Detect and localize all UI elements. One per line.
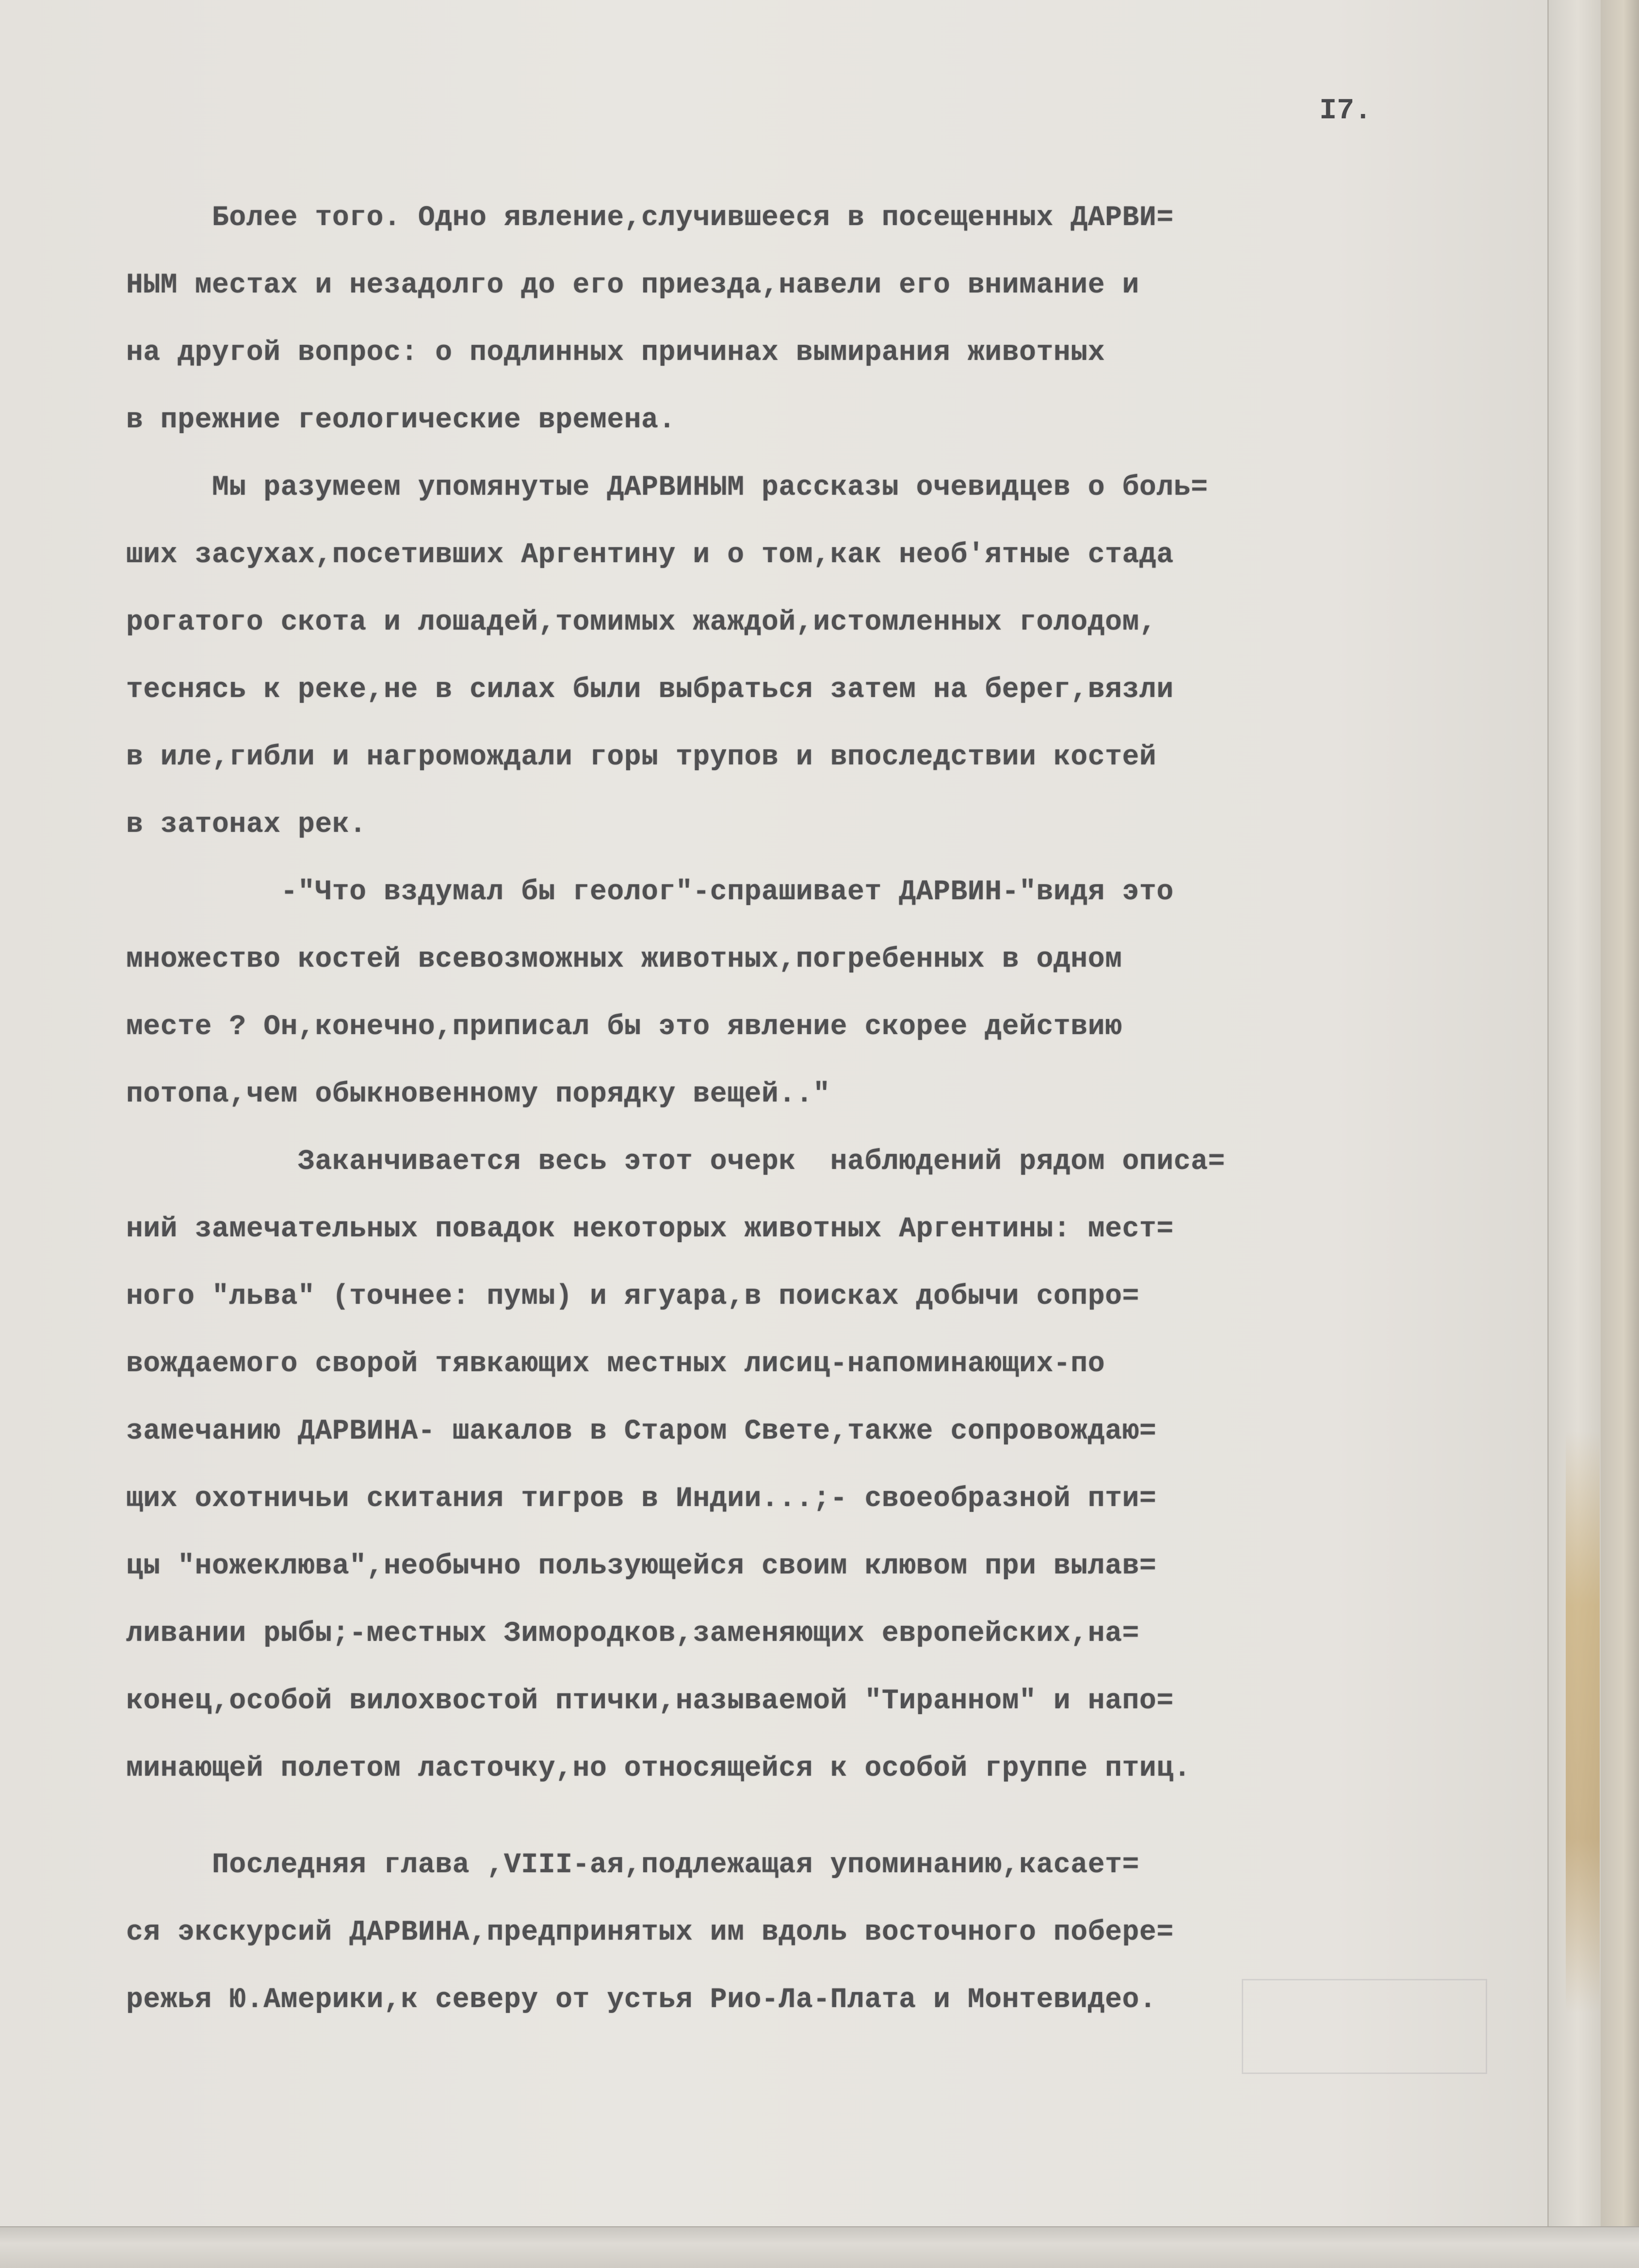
text-line: потопа,чем обыкновенному порядку вещей.."	[126, 1079, 830, 1110]
text-line: теснясь к реке,не в силах были выбраться затем на берег,вязли	[126, 674, 1174, 706]
typewritten-body	[126, 184, 1523, 2034]
folder-edge	[1601, 0, 1639, 2267]
paragraph	[126, 454, 1523, 859]
text-line: в иле,гибли и нагромождали горы трупов и впоследствии костей	[126, 742, 1157, 773]
paragraph	[126, 1128, 1523, 1802]
text-line: вождаемого сворой тявкающих местных лисиц-напоминающих-по	[126, 1348, 1105, 1380]
text-line: -"Что вздумал бы геолог"-спрашивает ДАРВИН-"видя это	[126, 876, 1174, 908]
text-line: в прежние геологические времена.	[126, 405, 676, 436]
text-line: режья Ю.Америки,к северу от устья Рио-Ла-Плата и Монтевидео.	[126, 1984, 1157, 2016]
text-line: ливании рыбы;-местных Зимородков,заменяющих европейских,на=	[126, 1618, 1139, 1650]
text-line: множество костей всевозможных животных,погребенных в одном	[126, 944, 1122, 975]
text-line: Последняя глава ,VIII-ая,подлежащая упоминанию,касает=	[126, 1849, 1139, 1881]
text-line: цы "ножеклюва",необычно пользующейся своим клювом при вылав=	[126, 1551, 1157, 1582]
text-line: минающей полетом ласточку,но относящейся к особой группе птиц.	[126, 1753, 1191, 1784]
text-line: месте ? Он,конечно,приписал бы это явление скорее действию	[126, 1011, 1122, 1043]
text-line: на другой вопрос: о подлинных причинах вымирания животных	[126, 337, 1105, 369]
text-line: Более того. Одно явление,случившееся в посещенных ДАРВИ=	[126, 202, 1174, 234]
edge-stain	[1566, 1431, 1600, 2013]
text-line: НЫМ местах и незадолго до его приезда,навели его внимание и	[126, 270, 1139, 301]
text-line: рогатого скота и лошадей,томимых жаждой,истомленных голодом,	[126, 607, 1157, 638]
text-line: ших засухах,посетивших Аргентину и о том,как необ'ятные стада	[126, 539, 1174, 571]
text-line: Мы разумеем упомянутые ДАРВИНЫМ рассказы очевидцев о боль=	[126, 472, 1208, 503]
paragraph	[126, 184, 1523, 454]
text-line: ний замечательных повадок некоторых животных Аргентины: мест=	[126, 1214, 1174, 1245]
text-line: в затонах рек.	[126, 809, 367, 841]
text-line: ся экскурсий ДАРВИНА,предпринятых им вдоль восточного побере=	[126, 1917, 1174, 1948]
bottom-sheet-edge	[0, 2226, 1639, 2268]
text-line: щих охотничьи скитания тигров в Индии...;- своеобразной пти=	[126, 1483, 1157, 1515]
paragraph	[126, 1831, 1523, 2034]
paragraph	[126, 859, 1523, 1128]
text-line: конец,особой вилохвостой птички,называемой "Тиранном" и напо=	[126, 1685, 1174, 1717]
page-number: I7.	[1319, 95, 1372, 128]
paragraph-gap	[126, 1802, 1523, 1831]
text-line: ного "льва" (точнее: пумы) и ягуара,в поисках добычи сопро=	[126, 1281, 1139, 1312]
text-line: Заканчивается весь этот очерк наблюдений рядом описа=	[126, 1146, 1225, 1178]
text-line: замечанию ДАРВИНА- шакалов в Старом Свете,также сопровождаю=	[126, 1416, 1157, 1447]
